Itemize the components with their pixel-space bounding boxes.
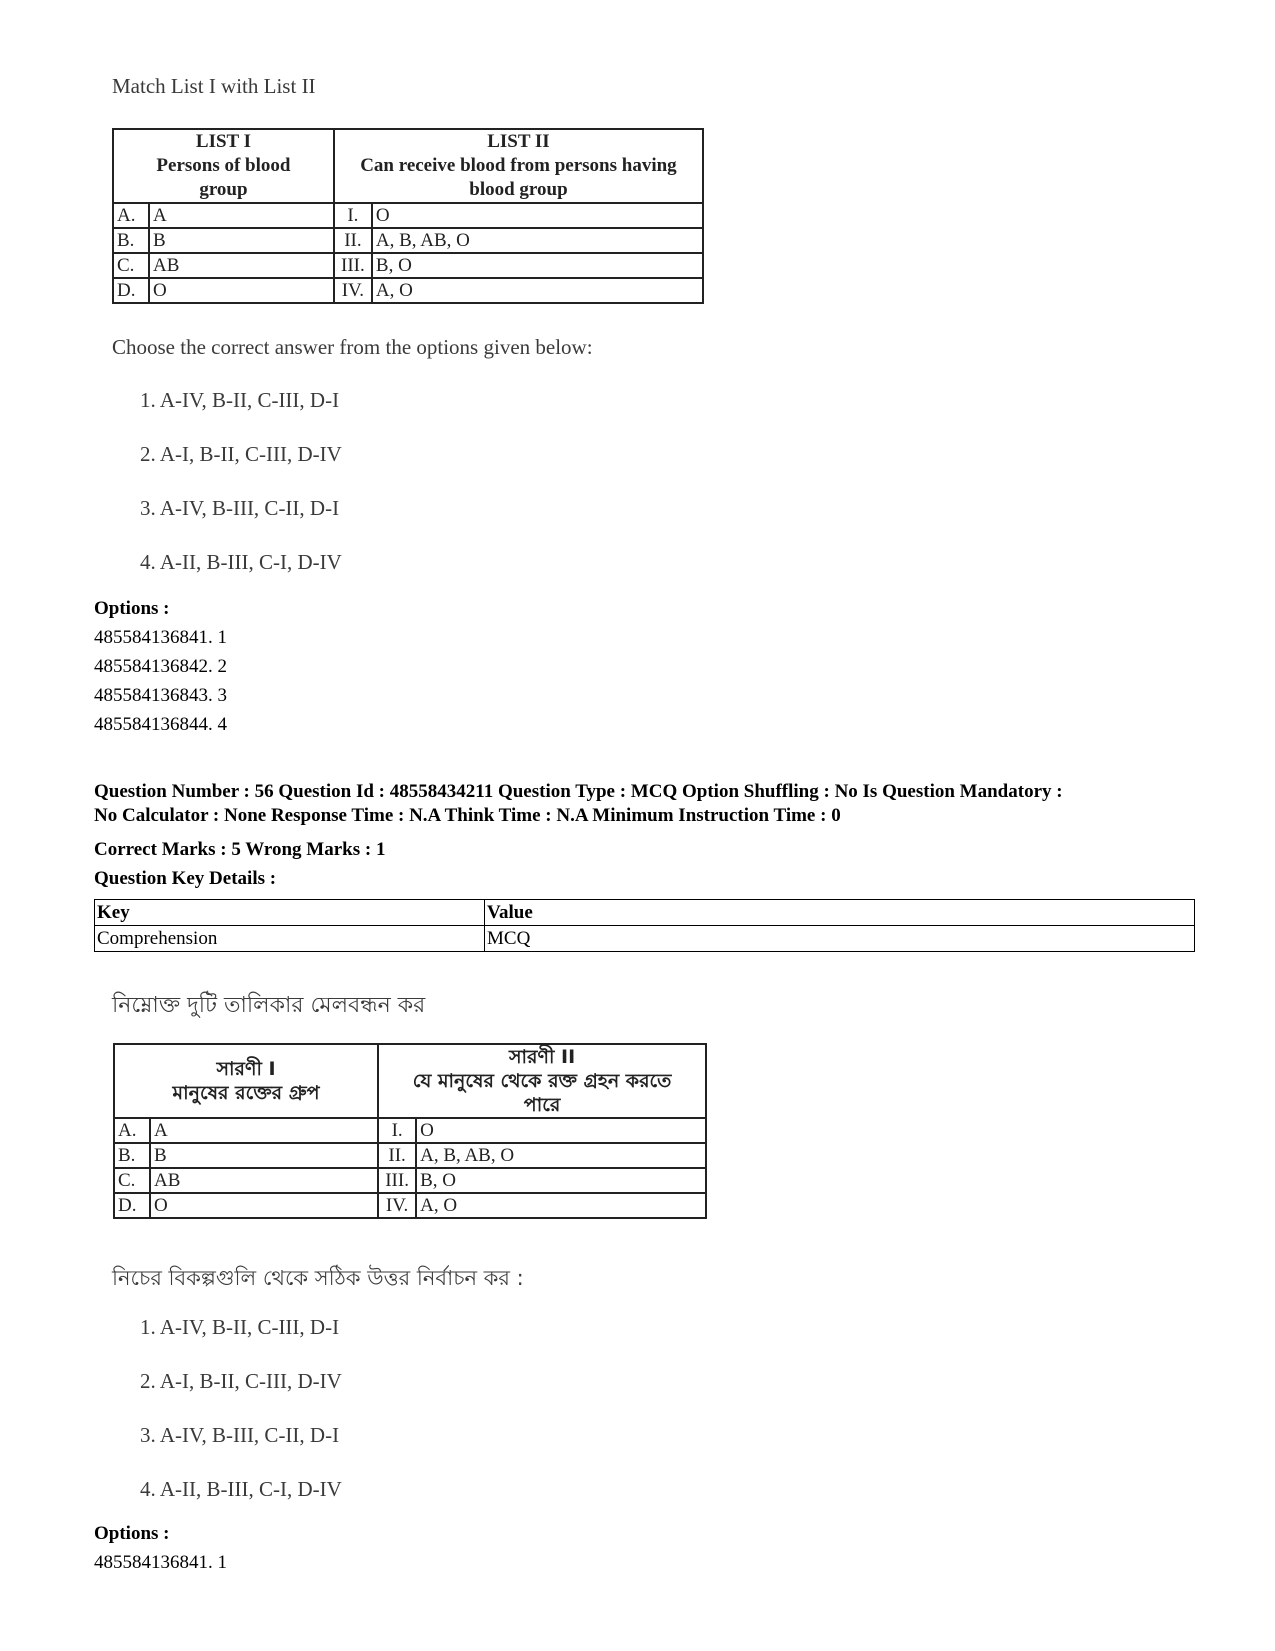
table-row xyxy=(113,278,703,303)
list2-title: সারণী II xyxy=(508,1046,576,1068)
row-value: O xyxy=(150,1193,378,1218)
match-table xyxy=(112,128,704,304)
table-row xyxy=(95,926,1195,952)
row-value: A xyxy=(149,203,334,228)
key-details-table xyxy=(94,899,1195,952)
list2-subtitle: যে মানুষের থেকে রক্ত গ্রহন করতে xyxy=(412,1070,672,1092)
kv-value: MCQ xyxy=(485,926,1195,952)
list2-title: LIST II xyxy=(487,131,550,152)
table-row xyxy=(113,253,703,278)
list2-subtitle-2: পারে xyxy=(523,1094,561,1116)
row-key: IV. xyxy=(334,278,372,303)
table-row xyxy=(113,203,703,228)
question-meta xyxy=(94,780,1204,828)
row-key: II. xyxy=(334,228,372,253)
answer-option-4: 4. A-II, B-III, C-I, D-IV xyxy=(140,1477,342,1501)
marks-line: Correct Marks : 5 Wrong Marks : 1 xyxy=(94,839,386,860)
answer-option-2: 2. A-I, B-II, C-III, D-IV xyxy=(140,1369,342,1393)
list1-header xyxy=(113,129,334,203)
question-title-bengali: নিম্নোক্ত দুটি তালিকার মেলবন্ধন কর xyxy=(112,993,426,1018)
row-value: B xyxy=(149,228,334,253)
kv-key: Comprehension xyxy=(95,926,485,952)
option-id-3: 485584136843. 3 xyxy=(94,685,227,706)
table-row xyxy=(114,1168,706,1193)
option-id-2: 485584136842. 2 xyxy=(94,656,227,677)
row-key: C. xyxy=(113,253,149,278)
row-key: I. xyxy=(378,1118,416,1143)
option-id-1: 485584136841. 1 xyxy=(94,627,227,648)
table-row xyxy=(114,1143,706,1168)
row-value: O xyxy=(416,1118,706,1143)
answer-option-2: 2. A-I, B-II, C-III, D-IV xyxy=(140,442,342,466)
row-value: O xyxy=(372,203,703,228)
row-value: B xyxy=(150,1143,378,1168)
row-key: A. xyxy=(114,1118,150,1143)
row-key: III. xyxy=(378,1168,416,1193)
options-label: Options : xyxy=(94,598,170,619)
row-key: D. xyxy=(114,1193,150,1218)
row-key: C. xyxy=(114,1168,150,1193)
list1-subtitle-2: group xyxy=(199,179,248,200)
question-title: Match List I with List II xyxy=(112,74,316,98)
row-value: B, O xyxy=(372,253,703,278)
option-id-4: 485584136844. 4 xyxy=(94,714,227,735)
row-key: I. xyxy=(334,203,372,228)
table-row xyxy=(113,228,703,253)
row-value: B, O xyxy=(416,1168,706,1193)
meta-line-2: No Calculator : None Response Time : N.A Think Time : N.A Minimum Instruction Time : 0 xyxy=(94,805,841,826)
row-value: AB xyxy=(149,253,334,278)
list1-subtitle: Persons of blood xyxy=(156,155,291,176)
row-value: A, O xyxy=(372,278,703,303)
row-key: II. xyxy=(378,1143,416,1168)
row-value: A xyxy=(150,1118,378,1143)
row-key: IV. xyxy=(378,1193,416,1218)
list2-header xyxy=(334,129,703,203)
row-key: D. xyxy=(113,278,149,303)
choose-instruction-bengali: নিচের বিকল্পগুলি থেকে সঠিক উত্তর নির্বাচন কর : xyxy=(112,1266,524,1290)
list2-subtitle: Can receive blood from persons having xyxy=(360,155,677,176)
row-value: A, B, AB, O xyxy=(372,228,703,253)
row-value: AB xyxy=(150,1168,378,1193)
key-details-label: Question Key Details : xyxy=(94,868,277,889)
answer-option-3: 3. A-IV, B-III, C-II, D-I xyxy=(140,1423,340,1447)
choose-instruction: Choose the correct answer from the options given below: xyxy=(112,335,593,359)
list1-header xyxy=(114,1044,378,1118)
kv-header-key: Key xyxy=(95,900,485,926)
answer-option-1: 1. A-IV, B-II, C-III, D-I xyxy=(140,1315,340,1339)
row-key: B. xyxy=(113,228,149,253)
option-id-1: 485584136841. 1 xyxy=(94,1552,227,1573)
match-table-bengali xyxy=(113,1043,707,1219)
row-key: A. xyxy=(113,203,149,228)
list2-header xyxy=(378,1044,706,1118)
row-value: A, B, AB, O xyxy=(416,1143,706,1168)
table-row xyxy=(114,1118,706,1143)
list2-subtitle-2: blood group xyxy=(469,179,568,200)
row-key: B. xyxy=(114,1143,150,1168)
table-row xyxy=(114,1193,706,1218)
answer-option-4: 4. A-II, B-III, C-I, D-IV xyxy=(140,550,342,574)
kv-header-value: Value xyxy=(485,900,1195,926)
row-value: A, O xyxy=(416,1193,706,1218)
list1-subtitle: মানুষের রক্তের গ্রুপ xyxy=(172,1082,320,1104)
answer-option-3: 3. A-IV, B-III, C-II, D-I xyxy=(140,496,340,520)
answer-option-1: 1. A-IV, B-II, C-III, D-I xyxy=(140,388,340,412)
row-key: III. xyxy=(334,253,372,278)
row-value: O xyxy=(149,278,334,303)
options-label: Options : xyxy=(94,1523,170,1544)
list1-title: সারণী I xyxy=(216,1058,276,1080)
meta-line-1: Question Number : 56 Question Id : 48558434211 Question Type : MCQ Option Shuffling : No Is Question Mandatory : xyxy=(94,781,1063,802)
list1-title: LIST I xyxy=(195,131,251,152)
